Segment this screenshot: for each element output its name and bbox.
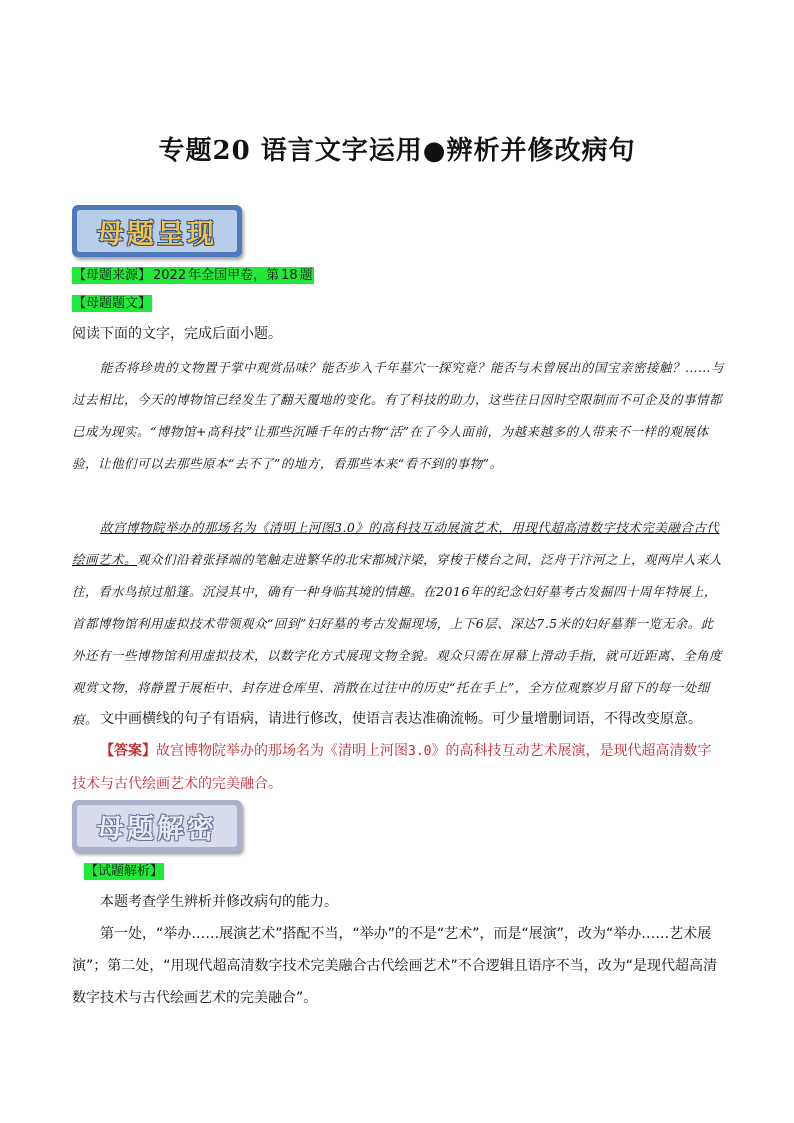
banner-mother-analysis-label: 母题解密: [77, 805, 237, 847]
answer-block: [72, 735, 724, 800]
analysis-paragraph-1: 本题考查学生辨析并修改病句的能力。: [100, 894, 338, 910]
source-mid: 年全国甲卷，第: [188, 268, 280, 283]
question-tag: 【母题题文】: [73, 296, 152, 311]
analysis-tag: 【试题解析】: [85, 864, 164, 879]
analysis-paragraph-2: 第一处，“举办……展演艺术”搭配不当，“举办”的不是“艺术”，而是“展演”，改为“举办……艺术展演”；第二处，“用现代超高清数字技术完美融合古代绘画艺术”不合逻辑且语序不当，改为“是现代超高清数字技术与古代绘画艺术的完美融合”。: [72, 926, 718, 1006]
banner-mother-question-label: 母题呈现: [77, 210, 237, 252]
banner-mother-question: [72, 205, 242, 257]
analysis-tag-line: [84, 860, 164, 879]
answer-part-2: 》的高科技互动艺术展演，是现代超高清数字技术与古代绘画艺术的完美融合。: [72, 743, 712, 792]
passage-paragraph-2-rest: 观众们沿着张择端的笔触走进繁华的北宋都城汴梁，穿梭于楼台之间，泛舟于汴河之上，观两岸人来人往，看水鸟掠过船篷。沉浸其中，确有一种身临其境的情趣。在2016年的纪念妇好墓考古发掘四十周年特展上，首都博物馆利用虚拟技术带领观众“回到”妇好墓的考古发掘现场，上下6层、深达7.5米的妇好墓葬一览无余。此外还有一些博物馆利用虚拟技术，以数字化方式展现文物全貌。观众只需在屏幕上滑动手指，就可近距离、全角度观赏文物，将静置于展柜中、封存进仓库里、消散在过往中的历史“托在手上”，全方位观察岁月留下的每一处细痕。: [72, 552, 723, 727]
question-text: 文中画横线的句子有语病，请进行修改，使语言表达准确流畅。可少量增删词语，不得改变原意。: [100, 711, 702, 727]
underlined-sentence: 故宫博物院举办的那场名为《清明上河图3.0》的高科技互动展演艺术，用现代超高清数字技术完美融合古代绘画艺术。: [72, 520, 720, 567]
banner-mother-analysis: [72, 800, 242, 852]
answer-part-1: 故宫博物院举办的那场名为《清明上河图: [156, 743, 408, 759]
passage-paragraph-1: 能否将珍贵的文物置于掌中观赏品味？能否步入千年墓穴一探究竟？能否与未曾展出的国宝亲密接触？……与过去相比，今天的博物馆已经发生了翻天覆地的变化。有了科技的助力，这些往日因时空限制而不可企及的事情都已成为现实。“博物馆+高科技”让那些沉睡千年的古物“活”在了今人面前，为越来越多的人带来不一样的观展体验，让他们可以去那些原本“去不了”的地方，看那些本来“看不到的事物”。: [72, 360, 725, 471]
source-year: 2022: [153, 268, 187, 283]
question-tag-line: [72, 292, 152, 311]
source-label: 【母题来源】: [73, 268, 152, 283]
page-title: 专题20 语言文字运用●辨析并修改病句: [158, 136, 636, 166]
instruction: 阅读下面的文字，完成后面小题。: [72, 326, 282, 342]
answer-version: 3.0: [408, 744, 432, 759]
source-end: 题: [299, 268, 313, 283]
source-line: [72, 264, 314, 283]
answer-label: 【答案】: [100, 743, 156, 759]
source-number: 18: [281, 268, 298, 283]
